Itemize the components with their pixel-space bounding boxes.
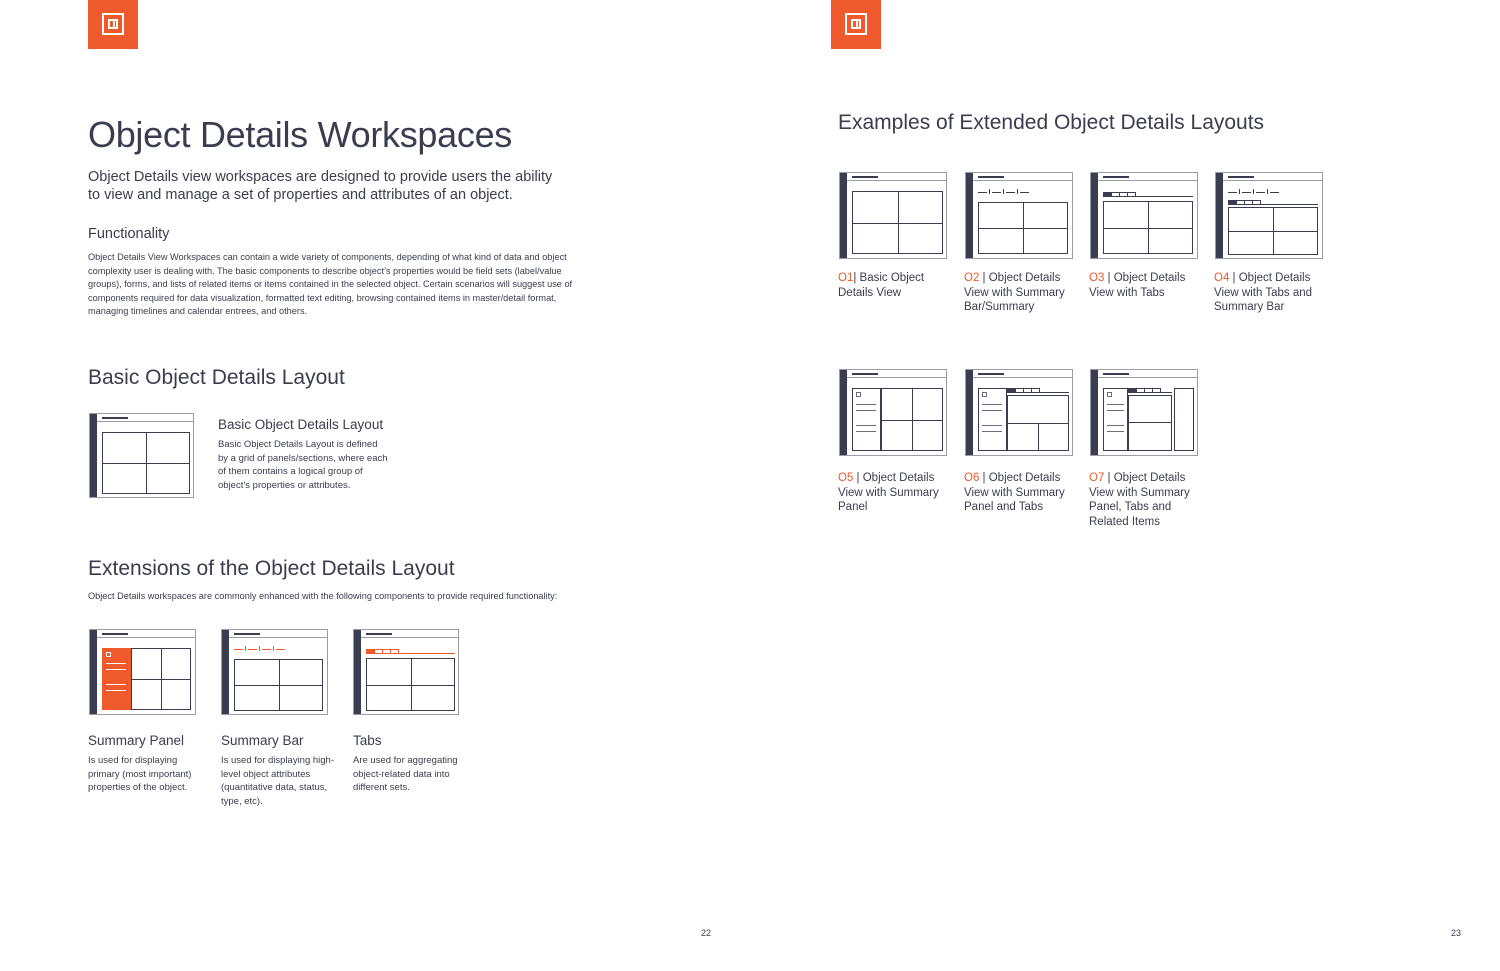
examples-heading: Examples of Extended Object Details Layouts — [838, 111, 1265, 134]
example-number: O4 — [1214, 272, 1230, 284]
example-label: Object Details View with Summary Panel and Tabs — [964, 472, 1065, 513]
example-separator: | — [853, 272, 860, 284]
basic-layout-heading: Basic Object Details Layout — [88, 366, 345, 389]
example-separator: | — [979, 272, 989, 284]
example-o7-wireframe — [1090, 369, 1198, 456]
page-title: Object Details Workspaces — [88, 114, 512, 155]
example-caption-o3 — [1089, 271, 1199, 300]
ext-item-text: Is used for displaying primary (most important) properties of the object. — [88, 755, 192, 793]
example-label: Object Details View with Tabs and Summary Bar — [1214, 272, 1313, 313]
example-number: O1 — [838, 272, 854, 284]
basic-layout-text: Basic Object Details Layout is defined by a grid of panels/sections, where each of them contains a logical group of object’s properties or attributes. — [218, 439, 388, 491]
example-number: O3 — [1089, 272, 1105, 284]
example-caption-o5 — [838, 471, 948, 515]
example-separator: | — [1104, 272, 1114, 284]
example-o6-wireframe — [965, 369, 1073, 456]
ext-item-title: Summary Bar — [221, 733, 304, 748]
example-caption-o7 — [1089, 471, 1199, 529]
basic-layout-wireframe — [89, 413, 194, 498]
page-number-left: 22 — [701, 928, 712, 938]
example-number: O7 — [1089, 472, 1105, 484]
summary-panel-wireframe — [89, 629, 196, 715]
summary-bar-wireframe — [221, 629, 328, 715]
example-label: Object Details View with Summary Panel — [838, 472, 939, 513]
extensions-intro: Object Details workspaces are commonly enhanced with the following components to provide required functionality: — [88, 591, 558, 601]
example-caption-o4 — [1214, 271, 1324, 315]
example-number: O2 — [964, 272, 980, 284]
tabs-wireframe — [353, 629, 459, 715]
page-number-right: 23 — [1451, 928, 1462, 938]
ext-item-text: Are used for aggregating object-related data into different sets. — [353, 755, 458, 793]
example-o5-wireframe — [839, 369, 947, 456]
ext-item-text: Is used for displaying high-level object attributes (quantitative data, status, type, etc). — [221, 755, 335, 807]
ext-item-title: Tabs — [353, 733, 382, 748]
lead-paragraph: Object Details view workspaces are designed to provide users the ability to view and manage a set of properties and attributes of an object. — [88, 169, 553, 203]
example-o4-wireframe — [1215, 172, 1323, 259]
example-label: Object Details View with Tabs — [1089, 272, 1186, 299]
example-label: Object Details View with Summary Panel, Tabs and Related Items — [1089, 472, 1190, 528]
functionality-text: Object Details View Workspaces can contain a wide variety of components, depending of what kind of data and object complexity user is dealing with. The basic components to describe object’s properties would be field sets (label/value groups), forms, and lists of related items or items contained in the selected object. Certain scenarios will suggest use of components required for data visualization, formatted text editing, browsing contained items in master/detail format, managing timelines and calendar entrees, and others. — [88, 252, 573, 316]
logo-icon — [88, 0, 138, 49]
example-o2-wireframe — [965, 172, 1073, 259]
example-o3-wireframe — [1090, 172, 1198, 259]
logo-icon — [831, 0, 881, 49]
example-label: Basic Object Details View — [838, 272, 925, 299]
example-separator: | — [1104, 472, 1114, 484]
extensions-heading: Extensions of the Object Details Layout — [88, 557, 455, 580]
example-number: O6 — [964, 472, 980, 484]
example-o1-wireframe — [839, 172, 947, 259]
example-label: Object Details View with Summary Bar/Summary — [964, 272, 1065, 313]
example-caption-o6 — [964, 471, 1074, 515]
example-separator: | — [979, 472, 989, 484]
functionality-heading: Functionality — [88, 226, 170, 242]
example-separator: | — [853, 472, 863, 484]
ext-item-title: Summary Panel — [88, 733, 185, 748]
basic-layout-subheading: Basic Object Details Layout — [218, 417, 384, 432]
example-number: O5 — [838, 472, 854, 484]
example-caption-o1 — [838, 271, 948, 300]
example-caption-o2 — [964, 271, 1074, 315]
example-separator: | — [1229, 272, 1239, 284]
